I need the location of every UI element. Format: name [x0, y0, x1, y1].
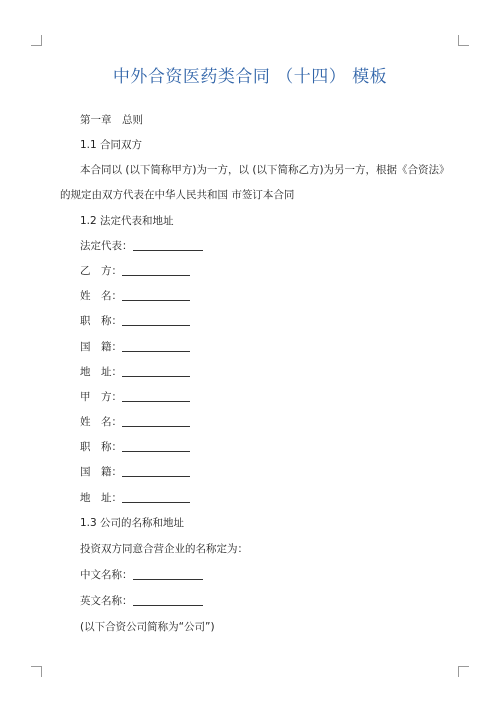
party-b-nationality-label: 国 籍： [80, 341, 122, 353]
chapter-heading: 第一章 总则 [80, 114, 143, 126]
paragraph-company-name: 投资双方同意合营企业的名称定为： [80, 543, 248, 555]
party-b-label: 乙 方： [80, 265, 122, 277]
party-b-address-blank [122, 366, 190, 377]
party-a-nationality-blank [122, 466, 190, 477]
chinese-name-field [80, 568, 203, 582]
party-b-nationality-field [80, 340, 190, 354]
party-b-blank [122, 265, 190, 276]
party-a-nationality-label: 国 籍： [80, 466, 122, 478]
party-a-nationality-field [80, 465, 190, 479]
english-name-label: 英文名称： [80, 595, 133, 607]
party-a-address-field [80, 491, 190, 505]
paragraph-parties-line-2: 的规定由双方代表在中华人民共和国 市签订本合同 [60, 189, 295, 201]
party-b-title-label: 职 称： [80, 315, 122, 327]
party-b-name-field [80, 289, 190, 303]
party-a-address-label: 地 址： [80, 492, 122, 504]
party-b-title-field [80, 314, 190, 328]
chinese-name-blank [133, 569, 203, 580]
party-b-address-field [80, 365, 190, 379]
party-b-title-blank [122, 315, 190, 326]
english-name-field [80, 594, 203, 608]
chinese-name-label: 中文名称： [80, 569, 133, 581]
section-1-2-heading: 1.2 法定代表和地址 [80, 215, 174, 227]
party-a-title-label: 职 称： [80, 441, 122, 453]
party-a-title-field [80, 440, 190, 454]
company-abbreviation-note: (以下合资公司简称为“公司”) [80, 621, 215, 633]
party-b-field [80, 264, 190, 278]
party-a-label: 甲 方： [80, 391, 122, 403]
paragraph-parties-line-1: 本合同以 (以下简称甲方)为一方，以 (以下简称乙方)为另一方，根据《合资法》 [80, 164, 450, 176]
party-a-address-blank [122, 492, 190, 503]
party-a-blank [122, 391, 190, 402]
party-b-nationality-blank [122, 341, 190, 352]
party-a-name-blank [122, 416, 190, 427]
legal-representative-label: 法定代表： [80, 240, 133, 252]
document-title: 中外合资医药类合同 （十四） 模板 [112, 67, 388, 87]
party-b-address-label: 地 址： [80, 366, 122, 378]
party-a-field [80, 390, 190, 404]
page-corner-mark-top-left [31, 35, 42, 46]
legal-representative-field [80, 239, 203, 253]
section-1-1-heading: 1.1 合同双方 [80, 139, 143, 151]
party-b-name-blank [122, 290, 190, 301]
party-b-name-label: 姓 名： [80, 290, 122, 302]
party-a-title-blank [122, 441, 190, 452]
party-a-name-field [80, 415, 190, 429]
page-corner-mark-bottom-left [31, 666, 42, 677]
party-a-name-label: 姓 名： [80, 416, 122, 428]
page-corner-mark-bottom-right [458, 666, 469, 677]
page-corner-mark-top-right [458, 35, 469, 46]
english-name-blank [133, 595, 203, 606]
legal-representative-blank [133, 240, 203, 251]
section-1-3-heading: 1.3 公司的名称和地址 [80, 517, 185, 529]
